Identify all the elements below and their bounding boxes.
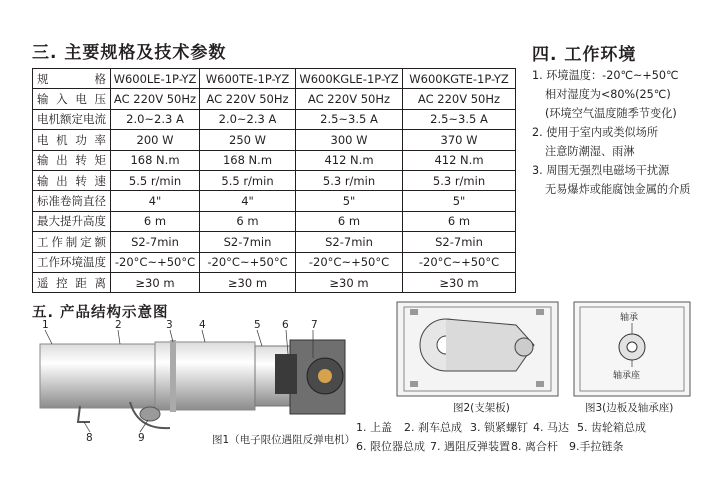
table-cell: 5" [403,191,516,211]
table-row [33,109,516,129]
env-line-6: 3. 周围无强烈电磁场干扰源 [532,164,670,177]
legend-item-7: 7. 遇阻反弹装置 [430,440,510,453]
spec-table [32,68,516,293]
table-cell: 工作制定额 [33,232,111,252]
table-cell: 5.3 r/min [403,170,516,190]
table-cell: W600LE-1P-YZ [111,69,200,89]
table-cell: 4" [111,191,200,211]
table-cell: 电机功率 [33,130,111,150]
env-line-1: 1. 环境温度：-20℃~+50℃ [532,69,679,82]
env-line-5: 注意防潮湿、雨淋 [545,145,635,158]
part-number-5: 5 [254,319,261,331]
table-cell: 5" [296,191,403,211]
table-cell: 300 W [296,130,403,150]
legend-item-4: 4. 马达 [533,421,569,434]
bracket-plate-figure [396,301,559,397]
table-cell: 输出转速 [33,170,111,190]
table-cell: W600TE-1P-YZ [200,69,296,89]
table-cell: 168 N.m [111,150,200,170]
table-row [33,252,516,272]
table-cell: 412 N.m [403,150,516,170]
table-row [33,191,516,211]
table-row [33,89,516,109]
table-row [33,150,516,170]
table-cell: AC 220V 50Hz [296,89,403,109]
figure2-caption: 图2(支架板) [453,402,510,414]
bearing-label: 轴承 [620,313,639,323]
table-cell: 168 N.m [200,150,296,170]
table-cell: 电机额定电流 [33,109,111,129]
table-row [33,272,516,292]
table-cell: 370 W [403,130,516,150]
part-number-3: 3 [166,319,173,331]
table-cell: AC 220V 50Hz [200,89,296,109]
figure1-caption: 图1（电子限位遇阻反弹电机） [212,434,356,446]
table-cell: AC 220V 50Hz [403,89,516,109]
table-cell: 2.0~2.3 A [111,109,200,129]
table-cell: 6 m [403,211,516,231]
table-cell: ≥30 m [296,272,403,292]
part-number-4: 4 [199,319,206,331]
legend-item-8: 8. 离合杆 [511,440,558,453]
table-cell: 5.3 r/min [296,170,403,190]
table-cell: 输出转矩 [33,150,111,170]
table-cell: 6 m [111,211,200,231]
legend-item-5: 5. 齿轮箱总成 [577,421,646,434]
table-cell: -20°C~+50°C [403,252,516,272]
table-cell: -20°C~+50°C [296,252,403,272]
table-cell: 5.5 r/min [200,170,296,190]
table-cell: W600KGLE-1P-YZ [296,69,403,89]
part-number-7: 7 [311,319,318,331]
table-cell: 250 W [200,130,296,150]
table-row [33,130,516,150]
table-cell: AC 220V 50Hz [111,89,200,109]
table-cell: S2-7min [403,232,516,252]
legend-item-1: 1. 上盖 [356,421,392,434]
env-line-2: 相对湿度为<80%(25℃) [545,88,671,101]
motor-figure [30,318,360,448]
table-row [33,232,516,252]
table-row [33,211,516,231]
table-cell: ≥30 m [200,272,296,292]
table-cell: 200 W [111,130,200,150]
part-number-2: 2 [115,319,122,331]
table-cell: 6 m [200,211,296,231]
table-cell: 5.5 r/min [111,170,200,190]
legend-item-3: 3. 锁紧螺钉 [470,421,528,434]
figure3-caption: 图3(边板及轴承座) [585,402,674,414]
table-cell: -20°C~+50°C [111,252,200,272]
table-cell: -20°C~+50°C [200,252,296,272]
table-cell: 412 N.m [296,150,403,170]
env-line-4: 2. 使用于室内或类似场所 [532,126,659,139]
table-cell: S2-7min [200,232,296,252]
part-number-1: 1 [42,319,49,331]
table-cell: 规 格 [33,69,111,89]
table-cell: 输入电压 [33,89,111,109]
section3-title: 三. 主要规格及技术参数 [32,43,227,63]
part-number-8: 8 [86,432,93,444]
table-cell: ≥30 m [403,272,516,292]
table-cell: 2.5~3.5 A [403,109,516,129]
env-line-7: 无易爆炸或能腐蚀金属的介质 [545,183,691,196]
table-cell: 6 m [296,211,403,231]
part-number-9: 9 [138,432,145,444]
table-header-row [33,69,516,89]
legend-item-9: 9.手拉链条 [569,440,624,453]
table-cell: 遥控距离 [33,272,111,292]
table-cell: S2-7min [296,232,403,252]
table-row [33,170,516,190]
legend-item-2: 2. 刹车总成 [404,421,462,434]
table-cell: ≥30 m [111,272,200,292]
table-cell: S2-7min [111,232,200,252]
legend-item-6: 6. 限位器总成 [356,440,425,453]
table-cell: 4" [200,191,296,211]
section5-title: 五. 产品结构示意图 [32,305,169,321]
table-cell: 2.5~3.5 A [296,109,403,129]
table-cell: 2.0~2.3 A [200,109,296,129]
part-number-6: 6 [282,319,289,331]
env-line-3: (环境空气温度随季节变化) [545,107,677,120]
table-cell: 工作环境温度 [33,252,111,272]
table-cell: 标准卷筒直径 [33,191,111,211]
bearing-seat-label: 轴承座 [613,371,641,381]
table-cell: 最大提升高度 [33,211,111,231]
table-cell: W600KGTE-1P-YZ [403,69,516,89]
section4-title: 四. 工作环境 [532,45,637,65]
